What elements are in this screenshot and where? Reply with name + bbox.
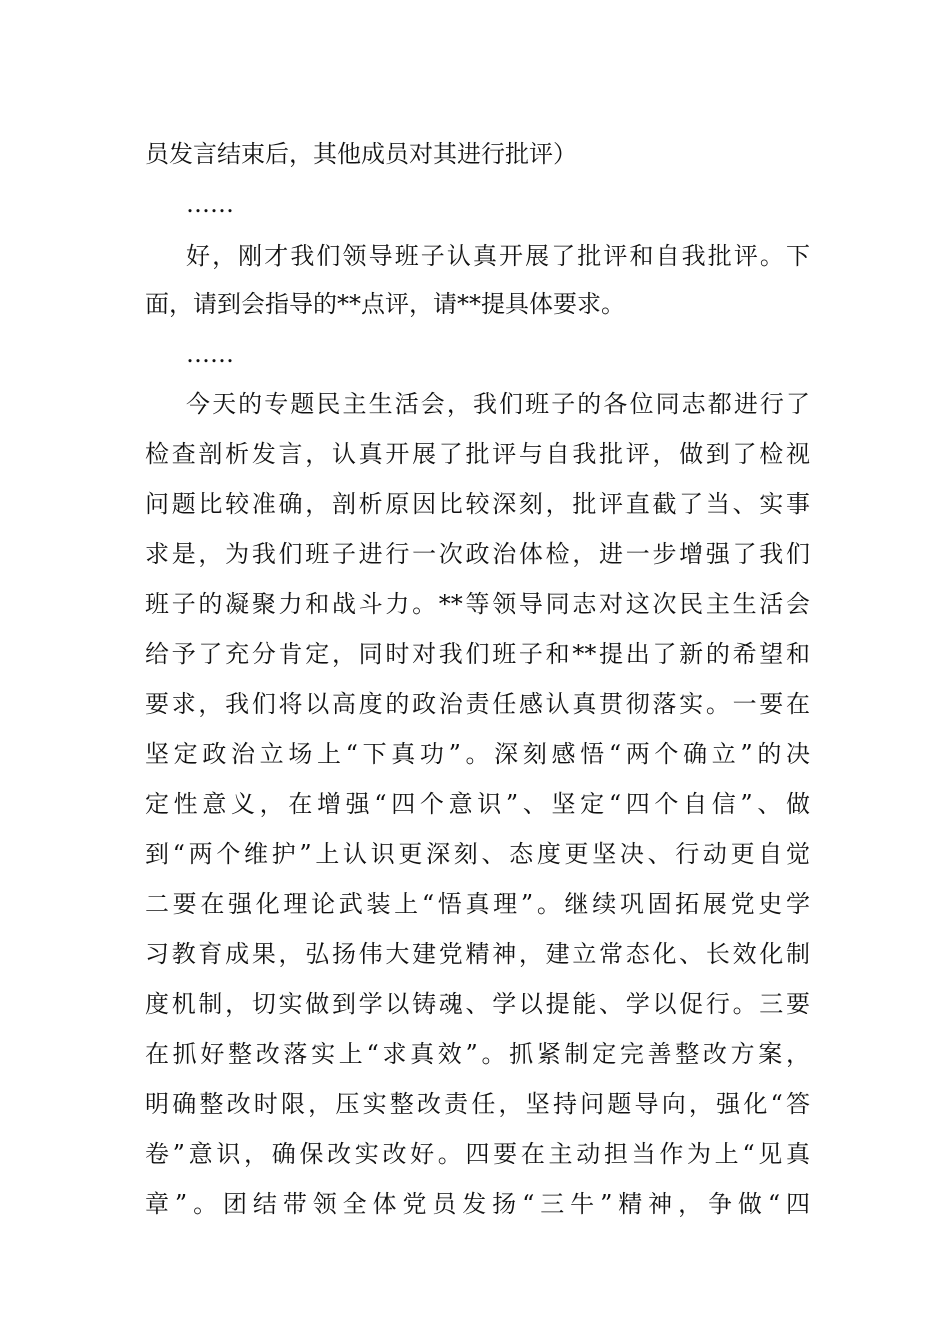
text-line: 面，请到会指导的**点评，请**提具体要求。: [145, 290, 625, 318]
text-line: 卷”意识，确保改实改好。四要在主动担当作为上“见真: [145, 1140, 810, 1168]
text-line: 要求，我们将以高度的政治责任感认真贯彻落实。一要在: [145, 690, 810, 718]
text-line: 求是，为我们班子进行一次政治体检，进一步增强了我们: [145, 540, 810, 568]
text-line: 检查剖析发言，认真开展了批评与自我批评，做到了检视: [145, 440, 810, 468]
text-line: 员发言结束后，其他成员对其进行批评）: [145, 140, 577, 168]
ellipsis-line: ……: [186, 340, 234, 368]
text-line: 给予了充分肯定，同时对我们班子和**提出了新的希望和: [145, 640, 810, 668]
text-line: 问题比较准确，剖析原因比较深刻，批评直截了当、实事: [145, 490, 810, 518]
text-line: 度机制，切实做到学以铸魂、学以提能、学以促行。三要: [145, 990, 810, 1018]
text-line: 到“两个维护”上认识更深刻、态度更坚决、行动更自觉: [145, 840, 810, 868]
ellipsis-line: ……: [186, 190, 234, 218]
text-line: 章”。团结带领全体党员发扬“三牛”精神，争做“四: [145, 1190, 810, 1218]
text-line: 好，刚才我们领导班子认真开展了批评和自我批评。下: [186, 242, 810, 270]
text-line: 明确整改时限，压实整改责任，坚持问题导向，强化“答: [145, 1090, 810, 1118]
text-line: 二要在强化理论武装上“悟真理”。继续巩固拓展党史学: [145, 890, 810, 918]
text-line: 在抓好整改落实上“求真效”。抓紧制定完善整改方案，: [145, 1040, 810, 1068]
text-line: 今天的专题民主生活会，我们班子的各位同志都进行了: [186, 390, 810, 418]
text-line: 定性意义，在增强“四个意识”、坚定“四个自信”、做: [145, 790, 810, 818]
text-line: 坚定政治立场上“下真功”。深刻感悟“两个确立”的决: [145, 740, 810, 768]
text-line: 班子的凝聚力和战斗力。**等领导同志对这次民主生活会: [145, 590, 810, 618]
text-line: 习教育成果，弘扬伟大建党精神，建立常态化、长效化制: [145, 940, 810, 968]
